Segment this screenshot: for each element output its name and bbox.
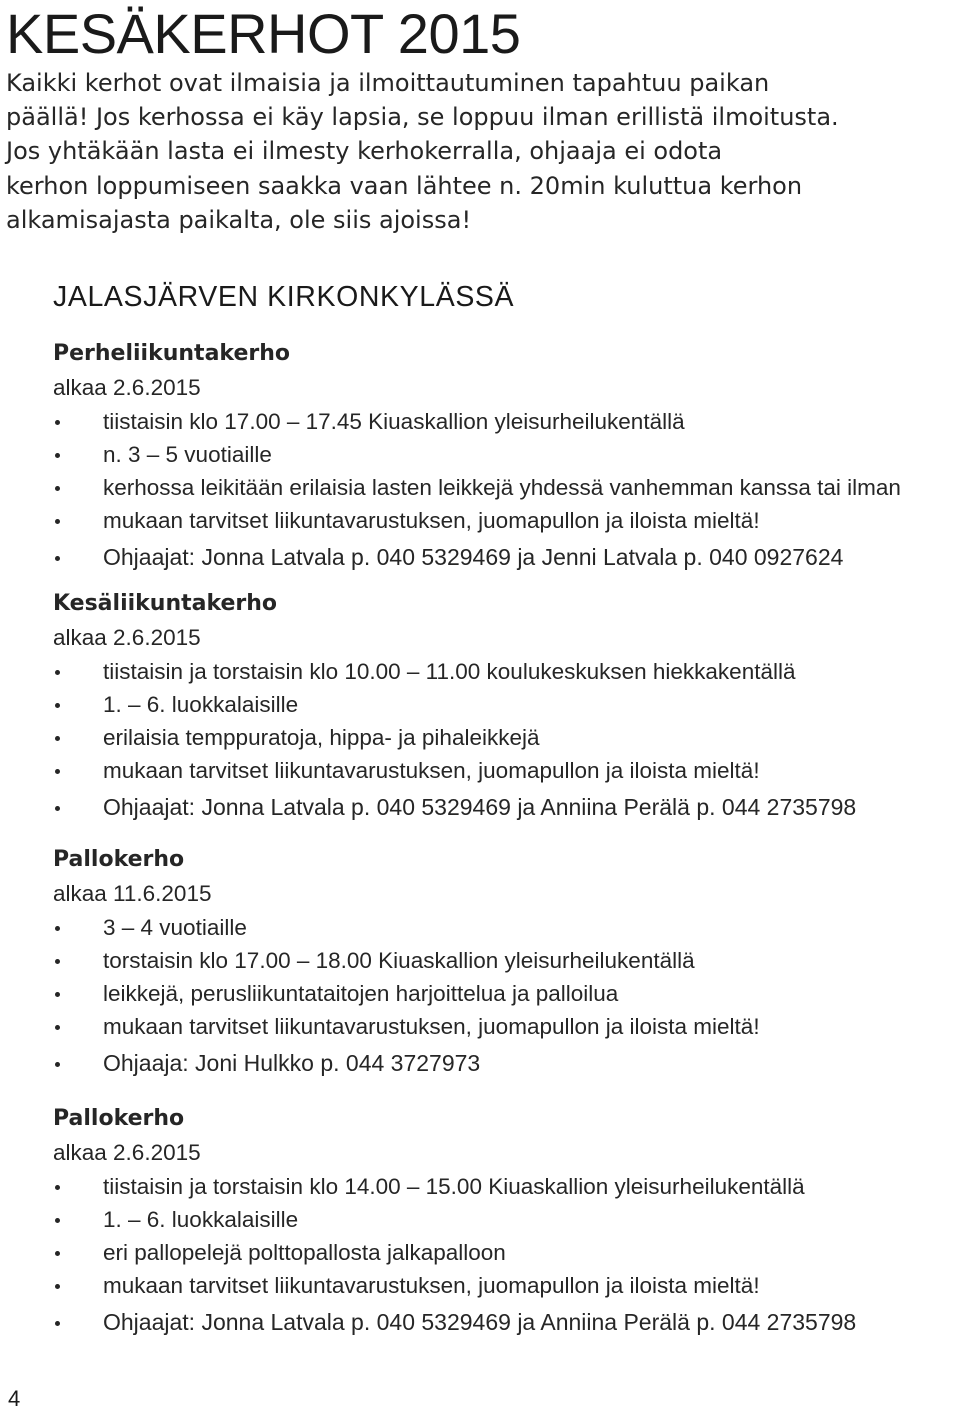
list-item [53, 504, 958, 537]
list-item [53, 405, 958, 438]
list-item [53, 1010, 958, 1043]
bullet-icon [55, 992, 60, 997]
list-item [53, 471, 958, 504]
list-item [53, 977, 958, 1010]
club-block-kesaliikuntakerho [53, 587, 958, 828]
list-item-text: mukaan tarvitset liikuntavarustuksen, juomapullon ja iloista mieltä! [103, 758, 760, 783]
club-block-pallokerho-1 [53, 843, 958, 1084]
list-item [53, 754, 958, 787]
club-details-list [53, 1170, 958, 1343]
list-item-text: 1. – 6. luokkalaisille [103, 692, 299, 717]
list-item [53, 438, 958, 471]
page-number: 4 [8, 1386, 21, 1411]
bullet-icon [55, 926, 60, 931]
list-item-text: tiistaisin ja torstaisin klo 10.00 – 11.00 koulukeskuksen hiekkakentällä [103, 659, 796, 684]
bullet-icon [55, 769, 60, 774]
intro-line: Jos yhtäkään lasta ei ilmesty kerhokerralla, ohjaaja ei odota [6, 137, 723, 166]
bullet-icon [55, 959, 60, 964]
list-item-text: n. 3 – 5 vuotiaille [103, 442, 272, 467]
bullet-icon [55, 1321, 60, 1326]
club-details-list [53, 911, 958, 1084]
list-item-text: mukaan tarvitset liikuntavarustuksen, juomapullon ja iloista mieltä! [103, 1014, 760, 1039]
list-item-text: eri pallopelejä polttopallosta jalkapalloon [103, 1240, 506, 1265]
list-item [53, 1170, 958, 1203]
list-item-text: tiistaisin klo 17.00 – 17.45 Kiuaskallion yleisurheilukentällä [103, 409, 685, 434]
bullet-icon [55, 1218, 60, 1223]
bullet-icon [55, 453, 60, 458]
club-name: Perheliikuntakerho [53, 341, 291, 366]
list-item [53, 1236, 958, 1269]
list-item [53, 721, 958, 754]
list-item [53, 655, 958, 688]
list-item-text: torstaisin klo 17.00 – 18.00 Kiuaskallion yleisurheilukentällä [103, 948, 695, 973]
bullet-icon [55, 670, 60, 675]
club-start-date: alkaa 2.6.2015 [53, 625, 201, 650]
club-start-date: alkaa 2.6.2015 [53, 375, 201, 400]
intro-line: päällä! Jos kerhossa ei käy lapsia, se loppuu ilman erillistä ilmoitusta. [6, 103, 839, 132]
club-details-list [53, 655, 958, 828]
contact-item [53, 1302, 958, 1343]
list-item [53, 1269, 958, 1302]
contact-item [53, 1043, 958, 1084]
list-item [53, 911, 958, 944]
list-item-text: 1. – 6. luokkalaisille [103, 1207, 299, 1232]
bullet-icon [55, 1284, 60, 1289]
bullet-icon [55, 1251, 60, 1256]
club-block-perheliikuntakerho [53, 337, 958, 578]
bullet-icon [55, 703, 60, 708]
club-start-date: alkaa 2.6.2015 [53, 1140, 201, 1165]
intro-line: Kaikki kerhot ovat ilmaisia ja ilmoittautuminen tapahtuu paikan [6, 69, 770, 97]
list-item-text: kerhossa leikitään erilaisia lasten leikkejä yhdessä vanhemman kanssa tai ilman [103, 475, 901, 500]
club-name: Pallokerho [53, 1106, 185, 1131]
club-start-date: alkaa 11.6.2015 [53, 881, 212, 906]
list-item-text: 3 – 4 vuotiaille [103, 915, 247, 940]
section-heading: JALASJÄRVEN KIRKONKYLÄSSÄ [53, 281, 515, 313]
list-item-text: mukaan tarvitset liikuntavarustuksen, juomapullon ja iloista mieltä! [103, 1273, 760, 1298]
bullet-icon [55, 556, 60, 561]
contact-item [53, 787, 958, 828]
club-name: Pallokerho [53, 847, 185, 872]
list-item-text: mukaan tarvitset liikuntavarustuksen, juomapullon ja iloista mieltä! [103, 508, 760, 533]
intro-line: alkamisajasta paikalta, ole siis ajoissa! [6, 205, 472, 234]
bullet-icon [55, 1185, 60, 1190]
contact-item [53, 537, 958, 578]
list-item-text: leikkejä, perusliikuntataitojen harjoittelua ja palloilua [103, 981, 619, 1006]
list-item [53, 944, 958, 977]
bullet-icon [55, 1025, 60, 1030]
bullet-icon [55, 519, 60, 524]
bullet-icon [55, 420, 60, 425]
bullet-icon [55, 486, 60, 491]
list-item [53, 1203, 958, 1236]
list-item-text: tiistaisin ja torstaisin klo 14.00 – 15.00 Kiuaskallion yleisurheilukentällä [103, 1174, 805, 1199]
bullet-icon [55, 806, 60, 811]
page-title: KESÄKERHOT 2015 [6, 2, 521, 65]
list-item-text: erilaisia temppuratoja, hippa- ja pihaleikkejä [103, 725, 540, 750]
bullet-icon [55, 1062, 60, 1067]
contact-text: Ohjaaja: Joni Hulkko p. 044 3727973 [103, 1050, 481, 1076]
bullet-icon [55, 736, 60, 741]
intro-paragraph [6, 66, 951, 237]
club-name: Kesäliikuntakerho [53, 591, 278, 616]
intro-line: kerhon loppumiseen saakka vaan lähtee n. 20min kuluttua kerhon [6, 171, 803, 200]
contact-text: Ohjaajat: Jonna Latvala p. 040 5329469 ja Jenni Latvala p. 040 0927624 [103, 544, 844, 570]
contact-text: Ohjaajat: Jonna Latvala p. 040 5329469 ja Anniina Perälä p. 044 2735798 [103, 794, 857, 820]
club-block-pallokerho-2 [53, 1102, 958, 1343]
list-item [53, 688, 958, 721]
club-details-list [53, 405, 958, 578]
contact-text: Ohjaajat: Jonna Latvala p. 040 5329469 ja Anniina Perälä p. 044 2735798 [103, 1309, 857, 1335]
